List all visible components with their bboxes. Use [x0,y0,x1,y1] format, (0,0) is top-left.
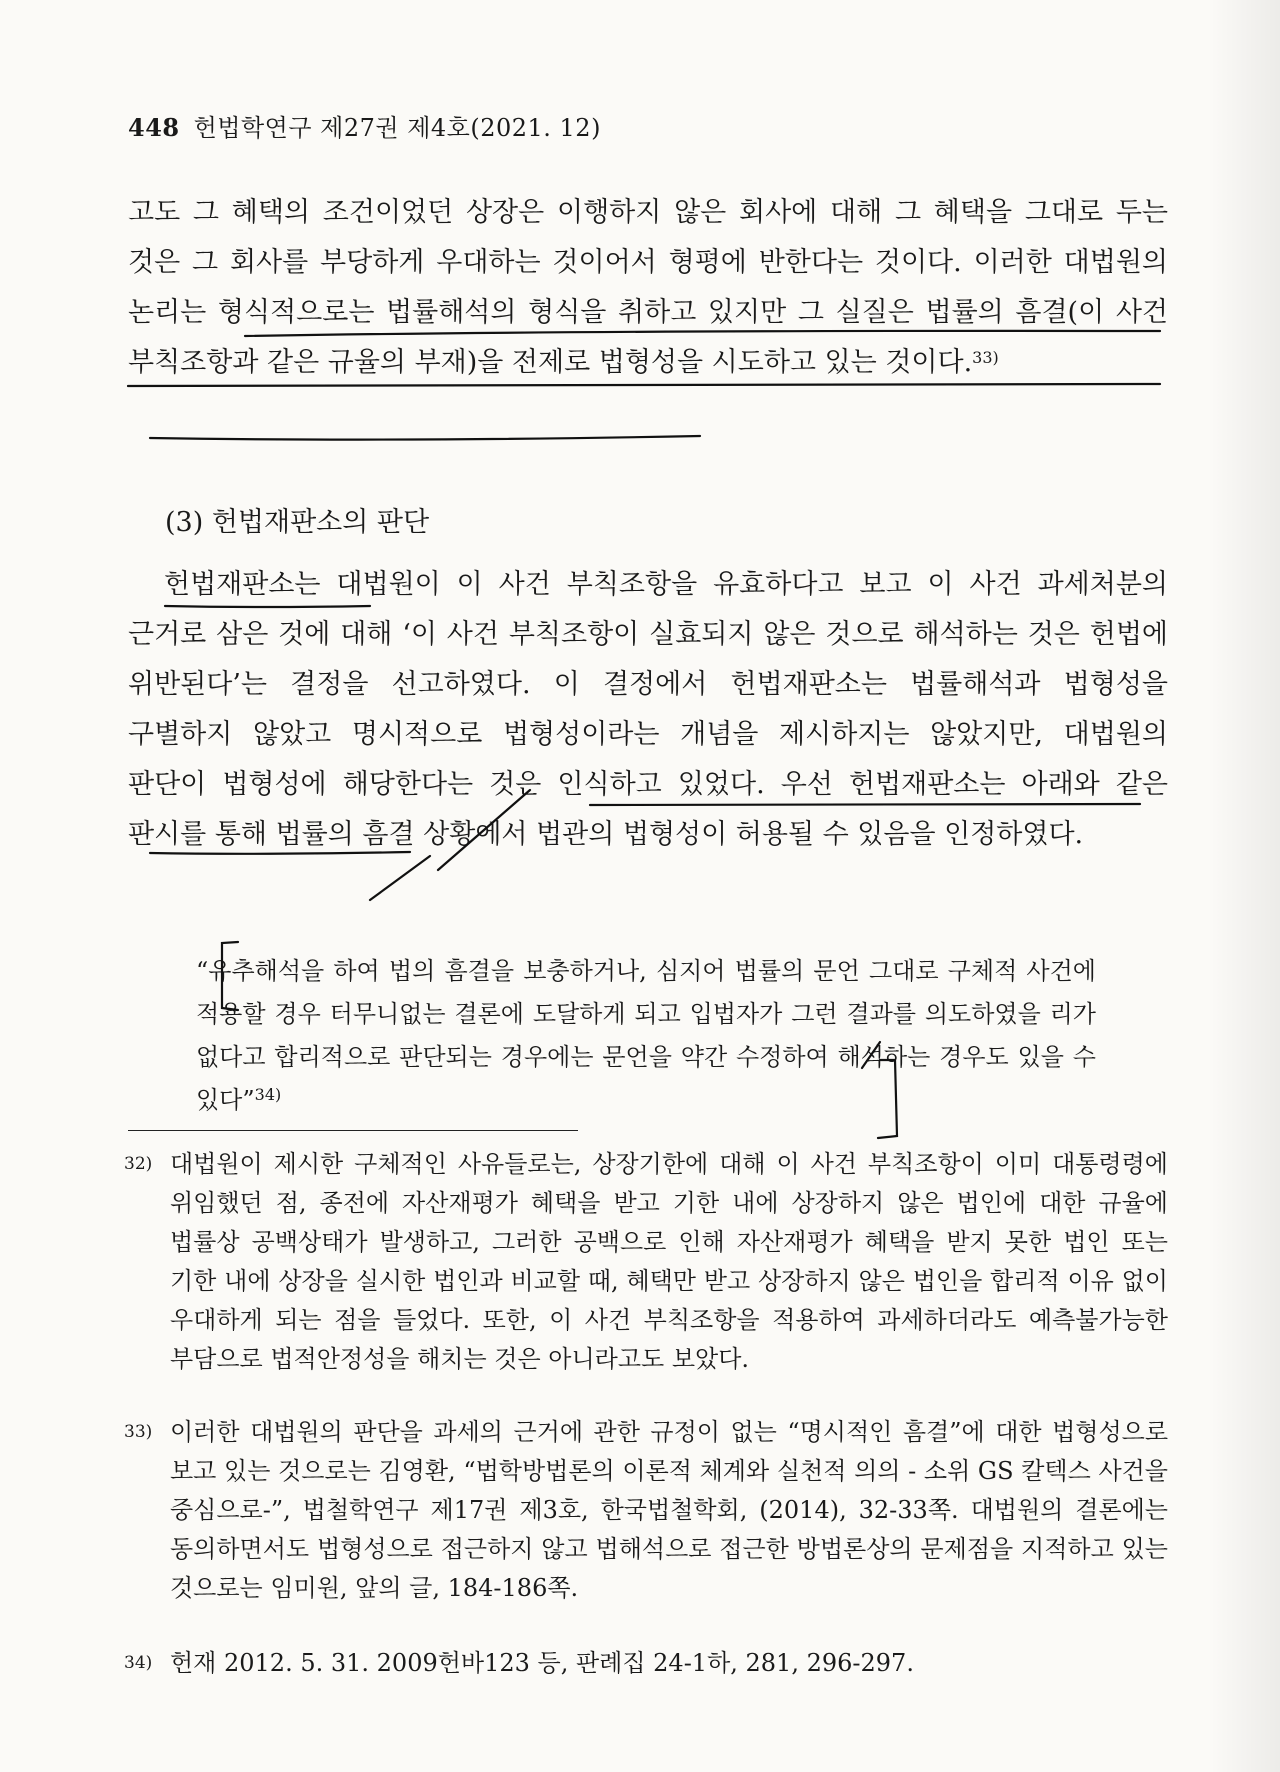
journal-title: 헌법학연구 제27권 제4호(2021. 12) [193,114,601,142]
footnote-separator [128,1130,578,1131]
footnote-32 [124,1145,1168,1379]
page-number: 448 [128,113,180,142]
footnote-ref-33: 33) [972,348,999,367]
paragraph-1-text: 고도 그 혜택의 조건이었던 상장은 이행하지 않은 회사에 대해 그 혜택을 그대로 두는 것은 그 회사를 부당하게 우대하는 것이어서 형평에 반한다는 것이다. 이러한 대법원의 논리는 형식적으로는 법률해석의 형식을 취하고 있지만 그 실질은 법률의 흠결(이 사건 부칙조항과 같은 규율의 부재)을 전제로 법형성을 시도하고 있는 것이다. [128,197,1168,378]
section-subheading: (3) 헌법재판소의 판단 [165,507,430,538]
block-quote [196,950,1096,1122]
footnote-ref-34: 34) [254,1085,282,1104]
footnote-33 [124,1413,1168,1608]
paragraph-2: 헌법재판소는 대법원이 이 사건 부칙조항을 유효하다고 보고 이 사건 과세처분의 근거로 삼은 것에 대해 ‘이 사건 부칙조항이 실효되지 않은 것으로 해석하는 것은 헌법에 위반된다’는 결정을 선고하였다. 이 결정에서 헌법재판소는 법률해석과 법형성을 구별하지 않았고 명시적으로 법형성이라는 개념을 제시하지는 않았지만, 대법원의 판단이 법형성에 해당한다는 것은 인식하고 있었다. 우선 헌법재판소는 아래와 같은 판시를 통해 법률의 흠결 상황에서 법관의 법형성이 허용될 수 있음을 인정하였다. [128,569,1168,850]
footnote-number: 34) [124,1653,153,1673]
footnote-text: 이러한 대법원의 판단을 과세의 근거에 관한 규정이 없는 “명시적인 흠결”에 대한 법형성으로 보고 있는 것으로는 김영환, “법학방법론의 이론적 체계와 실천적 의의 - 소위 GS 칼텍스 사건을 중심으로-”, 법철학연구 제17권 제3호, 한국법철학회, (2014), 32-33쪽. 대법원의 결론에는 동의하면서도 법형성으로 접근하지 않고 법해석으로 접근한 방법론상의 문제점을 지적하고 있는 것으로는 임미원, 앞의 글, 184-186쪽. [170,1418,1168,1602]
footnote-34 [124,1644,1168,1683]
block-quote-text: “유추해석을 하여 법의 흠결을 보충하거나, 심지어 법률의 문언 그대로 구체적 사건에 적용할 경우 터무니없는 결론에 도달하게 되고 입법자가 그런 결과를 의도하였을 리가 없다고 합리적으로 판단되는 경우에는 문언을 약간 수정하여 해석하는 경우도 있을 수 있다” [196,957,1096,1114]
page-header [128,108,601,143]
footnote-text: 대법원이 제시한 구체적인 사유들로는, 상장기한에 대해 이 사건 부칙조항이 이미 대통령령에 위임했던 점, 종전에 자산재평가 혜택을 받고 기한 내에 상장하지 않은 법인에 대한 규율에 법률상 공백상태가 발생하고, 그러한 공백으로 인해 자산재평가 혜택을 받지 못한 법인 또는 기한 내에 상장을 실시한 법인과 비교할 때, 혜택만 받고 상장하지 않은 법인을 합리적 이유 없이 우대하게 되는 점을 들었다. 또한, 이 사건 부칙조항을 적용하여 과세하더라도 예측불가능한 부담으로 법적안정성을 해치는 것은 아니라고도 보았다. [170,1150,1168,1373]
underline-mark [150,436,700,440]
footnote-number: 32) [124,1154,153,1174]
slash-mark [370,856,430,900]
footnote-text: 헌재 2012. 5. 31. 2009헌바123 등, 판례집 24-1하, 281, 296-297. [170,1649,914,1677]
page-edge-shadow [1210,0,1280,1772]
footnote-number: 33) [124,1422,153,1442]
paragraph-1 [128,188,1168,388]
